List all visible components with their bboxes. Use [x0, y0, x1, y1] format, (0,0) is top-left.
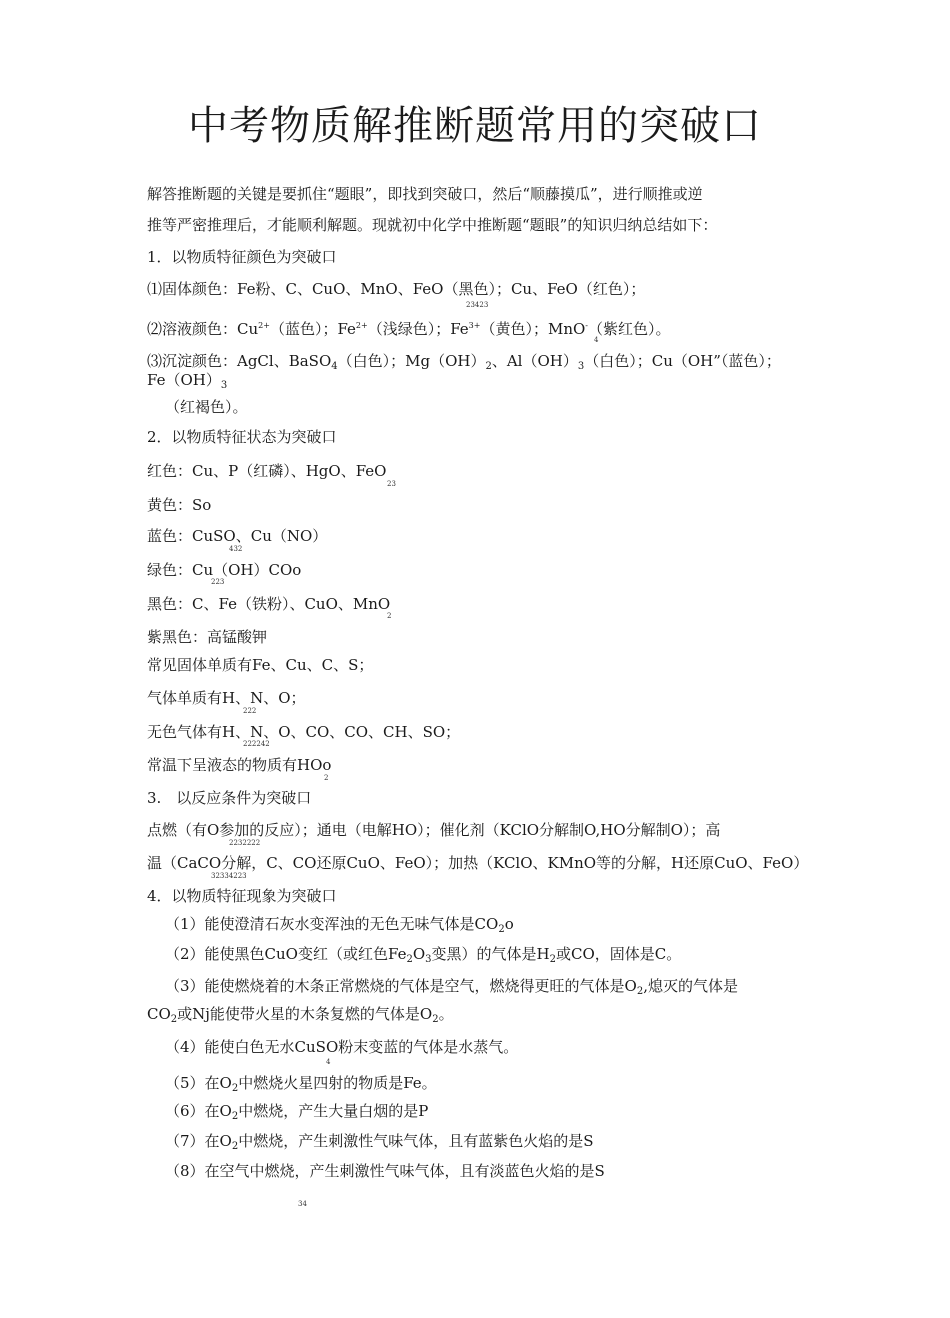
item-4-note: 4 — [326, 1058, 331, 1066]
phenomenon-item-6 — [165, 1101, 428, 1127]
baso4-subscript: 4 — [331, 361, 338, 372]
solution-text-d: （黄色）；MnO — [480, 320, 586, 338]
yellow-substances-line: 黄色：So — [147, 496, 212, 514]
reaction-conditions-note-2: 32334223 — [211, 872, 247, 880]
item-3b-text-a: CO — [147, 1005, 171, 1023]
solution-text-e: （紫红色）。 — [588, 320, 671, 338]
liquid-substances-line: 常温下呈液态的物质有HOo — [147, 756, 332, 774]
phenomenon-item-3 — [165, 976, 738, 1002]
precipitate-colors-line-3: （红褐色）。 — [165, 398, 248, 416]
co2-subscript: 2 — [498, 924, 505, 935]
item-2-text-a: （2）能使黑色CuO变红（或红色Fe — [165, 945, 407, 963]
precipitate-text-d: （白色）；Cu（OH”（蓝色）； — [584, 352, 781, 370]
fe2o3-subscript-o: 3 — [425, 954, 432, 965]
o2-subscript: 2 — [636, 986, 644, 997]
co2-subscript-2: 2 — [170, 1014, 178, 1025]
page-title: 中考物质解推断题常用的突破口 — [188, 103, 762, 149]
item-1-text-b: o — [504, 915, 514, 933]
aloh3-subscript: 3 — [577, 361, 585, 372]
item-5-text-b: 中燃烧火星四射的物质是Fe。 — [238, 1074, 437, 1092]
section-2-heading: 2．以物质特征状态为突破口 — [147, 428, 337, 446]
precipitate-colors-line — [147, 351, 781, 377]
green-substances-note: 223 — [211, 578, 225, 586]
red-substances-note: 23 — [387, 480, 396, 488]
cu-ion-charge: 2+ — [258, 321, 270, 330]
green-substances-line: 绿色：Cu（OH）COo — [147, 561, 302, 579]
phenomenon-item-8: （8）在空气中燃烧，产生刺激性气味气体，且有淡蓝色火焰的是S — [165, 1162, 605, 1180]
liquid-substances-note: 2 — [324, 774, 329, 782]
item-3-text-a: （3）能使燃烧着的木条正常燃烧的气体是空气，燃烧得更旺的气体是O — [165, 977, 637, 995]
gas-elements-note: 222 — [243, 707, 257, 715]
phenomenon-item-5 — [165, 1073, 437, 1099]
mgoh2-subscript: 2 — [485, 361, 492, 372]
item-3-text-b: ,熄灭的气体是 — [643, 977, 739, 995]
phenomenon-item-2 — [165, 944, 681, 970]
blue-substances-line: 蓝色：CuSO、Cu（NO） — [147, 527, 328, 545]
item-2-text-c: 变黑）的气体是H — [431, 945, 550, 963]
fe2o3-subscript-fe: 2 — [406, 954, 413, 965]
item-6-text-b: 中燃烧，产生大量白烟的是P — [238, 1102, 429, 1120]
black-substances-note: 2 — [387, 612, 392, 620]
o2-subscript-2: 2 — [432, 1014, 439, 1025]
solid-elements-line: 常见固体单质有Fe、Cu、C、S； — [147, 656, 374, 674]
intro-line-2: 推等严密推理后，才能顺利解题。现就初中化学中推断题“题眼”的知识归纳总结如下： — [147, 216, 718, 234]
item-3b-text-b: 或Nj能使带火星的木条复燃的气体是O — [177, 1005, 433, 1023]
mno4-ion-charge: - — [585, 321, 588, 330]
phenomenon-item-1 — [165, 914, 514, 940]
item-5-text-a: （5）在O — [165, 1074, 232, 1092]
phenomenon-item-4: （4）能使白色无水CuSO粉末变蓝的气体是水蒸气。 — [165, 1038, 519, 1056]
precipitate-text-a: ⑶沉淀颜色：AgCl、BaSO — [147, 352, 332, 370]
solution-colors-line — [147, 316, 671, 339]
precipitate-text-b: （白色）；Mg（OH） — [337, 352, 486, 370]
colorless-gases-line: 无色气体有H、N、O、CO、CO、CH、SO； — [147, 723, 461, 741]
phenomenon-item-7 — [165, 1131, 594, 1157]
fe3-ion-charge: 3+ — [468, 321, 481, 330]
intro-line-1: 解答推断题的关键是要抓住“题眼”，即找到突破口，然后“顺藤摸瓜”，进行顺推或逆 — [147, 185, 703, 203]
section-3-heading: 3. 以反应条件为突破口 — [147, 789, 312, 807]
solid-colors-line: ⑴固体颜色：Fe粉、C、CuO、MnO、FeO（黑色）；Cu、FeO（红色）； — [147, 280, 646, 298]
reaction-conditions-note-1: 2232222 — [229, 839, 261, 847]
item-2-text-d: 或CO，固体是C。 — [555, 945, 682, 963]
item-1-text-a: （1）能使澄清石灰水变浑浊的无色无味气体是CO — [165, 915, 499, 933]
h2-subscript: 2 — [549, 954, 556, 965]
solution-text-a: ⑵溶液颜色：Cu — [147, 320, 259, 338]
section-1-heading: 1．以物质特征颜色为突破口 — [147, 248, 337, 266]
solid-colors-note: 23423 — [466, 301, 489, 309]
o2-subscript-5: 2 — [231, 1083, 239, 1094]
item-7-text-b: 中燃烧，产生刺激性气味气体，且有蓝紫色火焰的是S — [238, 1132, 594, 1150]
item-2-text-b: O — [412, 945, 426, 963]
gas-elements-line: 气体单质有H、N、O； — [147, 689, 306, 707]
item-6-text-a: （6）在O — [165, 1102, 232, 1120]
solution-text-b: （蓝色）；Fe — [269, 320, 356, 338]
solution-text-c: （浅绿色）；Fe — [367, 320, 469, 338]
section-4-heading: 4．以物质特征现象为突破口 — [147, 887, 337, 905]
reaction-conditions-line-1: 点燃（有O参加的反应）；通电（电解HO）；催化剂（KClO分解制O,HO分解制O）；高 — [147, 821, 721, 839]
item-3b-text-c: 。 — [438, 1005, 454, 1023]
precipitate-text-e: Fe（OH） — [147, 371, 221, 389]
o2-subscript-6: 2 — [231, 1111, 239, 1122]
black-substances-line: 黑色：C、Fe（铁粉）、CuO、MnO — [147, 595, 391, 613]
precipitate-colors-line-2 — [147, 370, 227, 396]
feoh3-subscript: 3 — [220, 380, 228, 391]
precipitate-text-c: 、Al（OH） — [491, 352, 578, 370]
blue-substances-note: 432 — [229, 545, 243, 553]
reaction-conditions-line-2: 温（CaCO分解，C、CO还原CuO、FeO）；加热（KClO、KMnO等的分解，H还原CuO、FeO） — [147, 854, 809, 872]
purple-black-substances-line: 紫黑色：高锰酸钾 — [147, 628, 268, 646]
colorless-gases-note: 222242 — [243, 740, 270, 748]
fe2-ion-charge: 2+ — [355, 321, 368, 330]
phenomenon-item-3-cont — [147, 1004, 454, 1030]
red-substances-line: 红色：Cu、P（红磷）、HgO、FeO — [147, 462, 387, 480]
item-7-text-a: （7）在O — [165, 1132, 232, 1150]
o2-subscript-7: 2 — [231, 1141, 239, 1152]
footer-note: 34 — [298, 1200, 307, 1208]
solution-colors-note: 4 — [594, 336, 599, 344]
